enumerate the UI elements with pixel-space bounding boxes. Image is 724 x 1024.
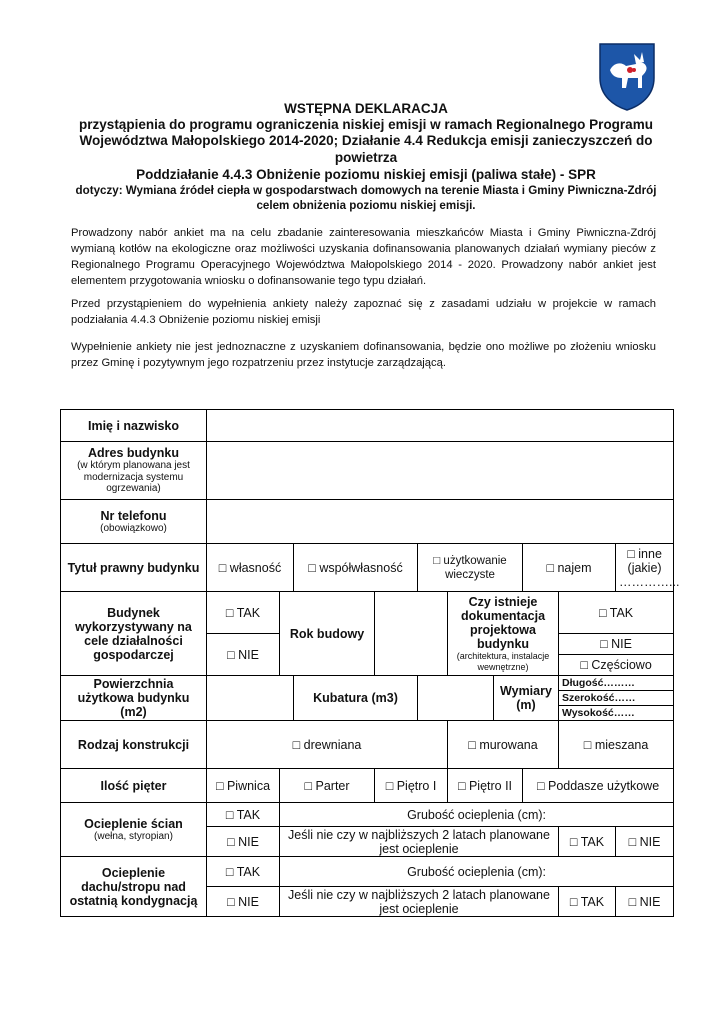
walls-cell [61, 803, 207, 857]
roof-thickness[interactable]: Grubość ocieplenia (cm): [280, 857, 674, 887]
roof-tak[interactable]: □ TAK [207, 857, 280, 887]
roof-plan-question: Jeśli nie czy w najbliższych 2 latach planowane jest ocieplenie [280, 887, 559, 917]
address-field[interactable] [207, 442, 674, 500]
document-subtitle: przystąpienia do programu ograniczenia niskiej emisji w ramach Regionalnego Programu Województwa Małopolskiego 2014-2020; Działanie 4.4 Redukcja emisji zanieczyszczeń do powietrza [79, 117, 653, 165]
walls-label: Ocieplenie ścian [84, 816, 183, 831]
dimensions-cell [559, 676, 674, 721]
legal-title-label: Tytuł prawny budynku [61, 544, 207, 592]
roof-nie[interactable]: □ NIE [207, 887, 280, 917]
doc-tak[interactable]: □ TAK [559, 592, 674, 634]
address-label: Adres budynku [88, 446, 179, 461]
area-label: Powierzchnia użytkowa budynku (m2) [61, 676, 207, 721]
floors-label: Ilość pięter [61, 769, 207, 803]
row-legal-title [61, 544, 674, 592]
intro-paragraph-3: Wypełnienie ankiety nie jest jednoznaczne z uzyskaniem dofinansowania, będzie ono możliwe po złożeniu wniosku przez Gminę i pozytywnym jego rozpatrzeniu przez instytucje zarządzającą. [71, 341, 656, 369]
rok-budowy-field[interactable] [375, 592, 448, 676]
walls-plan-nie[interactable]: □ NIE [616, 827, 674, 857]
document-title: WSTĘPNA DEKLARACJA [284, 101, 448, 116]
floor-poddasze[interactable]: □ Poddasze użytkowe [523, 769, 674, 803]
option-najem[interactable]: □ najem [523, 544, 616, 592]
walls-thickness[interactable]: Grubość ocieplenia (cm): [280, 803, 674, 827]
rok-budowy-label: Rok budowy [280, 592, 375, 676]
phone-note: (obowiązkowo) [100, 522, 167, 534]
doc-cell [448, 592, 559, 676]
roof-plan-tak[interactable]: □ TAK [559, 887, 616, 917]
phone-field[interactable] [207, 500, 674, 544]
row-address [61, 442, 674, 500]
address-cell [61, 442, 207, 500]
option-inne[interactable]: □ inne (jakie) …………... [616, 544, 674, 592]
area-field[interactable] [207, 676, 294, 721]
wymiary-label: Wymiary (m) [494, 676, 559, 721]
option-uzytkowanie[interactable]: □ użytkowanie wieczyste [418, 544, 523, 592]
floor-piwnica[interactable]: □ Piwnica [207, 769, 280, 803]
walls-plan-tak[interactable]: □ TAK [559, 827, 616, 857]
doc-nie[interactable]: □ NIE [559, 634, 673, 655]
row-area [61, 676, 674, 721]
row-floors [61, 769, 674, 803]
floor-pietro-1[interactable]: □ Piętro I [375, 769, 448, 803]
business-nie[interactable]: □ NIE [207, 634, 280, 676]
walls-nie[interactable]: □ NIE [207, 827, 280, 857]
walls-tak[interactable]: □ TAK [207, 803, 280, 827]
intro-paragraph-2: Przed przystąpieniem do wypełnienia ankiety należy zapoznać się z zasadami udziału w projekcie w ramach podziałania 4.4.3 Obniżenie poziomu niskiej emisji [71, 298, 656, 326]
row-name [61, 410, 674, 442]
document-poddzialanie: Poddziałanie 4.4.3 Obniżenie poziomu niskiej emisji (paliwa stałe) - SPR [136, 167, 596, 182]
construction-mieszana[interactable]: □ mieszana [559, 721, 674, 769]
phone-label: Nr telefonu [100, 508, 167, 523]
business-label: Budynek wykorzystywany na cele działalności gospodarczej [61, 592, 207, 676]
name-field[interactable] [207, 410, 674, 442]
floor-pietro-2[interactable]: □ Piętro II [448, 769, 523, 803]
walls-note: (wełna, styropian) [94, 830, 173, 842]
phone-cell [61, 500, 207, 544]
row-business-1 [61, 592, 674, 634]
roof-label: Ocieplenie dachu/stropu nad ostatnią kondygnacją [61, 857, 207, 917]
row-construction [61, 721, 674, 769]
doc-label: Czy istnieje dokumentacja projektowa budynku [460, 595, 546, 651]
doc-options [559, 634, 674, 676]
intro-paragraph-1: Prowadzony nabór ankiet ma na celu zbadanie zainteresowania mieszkańców Miasta i Gminy Piwniczna-Zdrój wymianą kotłów na ekologiczne oraz możliwości uzyskania dofinansowania planowanych działań wymiany pieców z Regionalnego Programu Operacyjnego Województwa Małopolskiego 2014 - 2020. Prowadzony nabór ankiet jest elementem przygotowania wniosku o dofinansowanie tego typu działań. [71, 227, 656, 287]
floor-parter[interactable]: □ Parter [280, 769, 375, 803]
declaration-form [60, 409, 680, 917]
wysokosc-field[interactable]: Wysokość…… [562, 707, 635, 719]
address-note: (w którym planowana jest modernizacja systemu ogrzewania) [77, 460, 190, 495]
roof-plan-nie[interactable]: □ NIE [616, 887, 674, 917]
construction-label: Rodzaj konstrukcji [61, 721, 207, 769]
doc-czesciowo[interactable]: □ Częściowo [580, 658, 652, 672]
option-wspolwlasnosc[interactable]: □ współwłasność [294, 544, 418, 592]
business-tak[interactable]: □ TAK [207, 592, 280, 634]
szerokosc-field[interactable]: Szerokość…… [559, 691, 673, 706]
construction-murowana[interactable]: □ murowana [448, 721, 559, 769]
row-phone [61, 500, 674, 544]
kubatura-label: Kubatura (m3) [294, 676, 418, 721]
row-walls-1 [61, 803, 674, 827]
dlugosc-field[interactable]: Długość……… [559, 676, 673, 691]
kubatura-field[interactable] [418, 676, 494, 721]
name-label: Imię i nazwisko [61, 410, 207, 442]
option-wlasnosc[interactable]: □ własność [207, 544, 294, 592]
walls-plan-question: Jeśli nie czy w najbliższych 2 latach planowane jest ocieplenie [280, 827, 559, 857]
construction-drewniana[interactable]: □ drewniana [207, 721, 448, 769]
document-dotyczy: dotyczy: Wymiana źródeł ciepła w gospodarstwach domowych na terenie Miasta i Gminy Piwniczna-Zdrój celem obniżenia poziomu niskiej emisji. [75, 184, 657, 212]
doc-note: (architektura, instalacje wewnętrzne) [456, 651, 550, 672]
row-roof-1 [61, 857, 674, 887]
